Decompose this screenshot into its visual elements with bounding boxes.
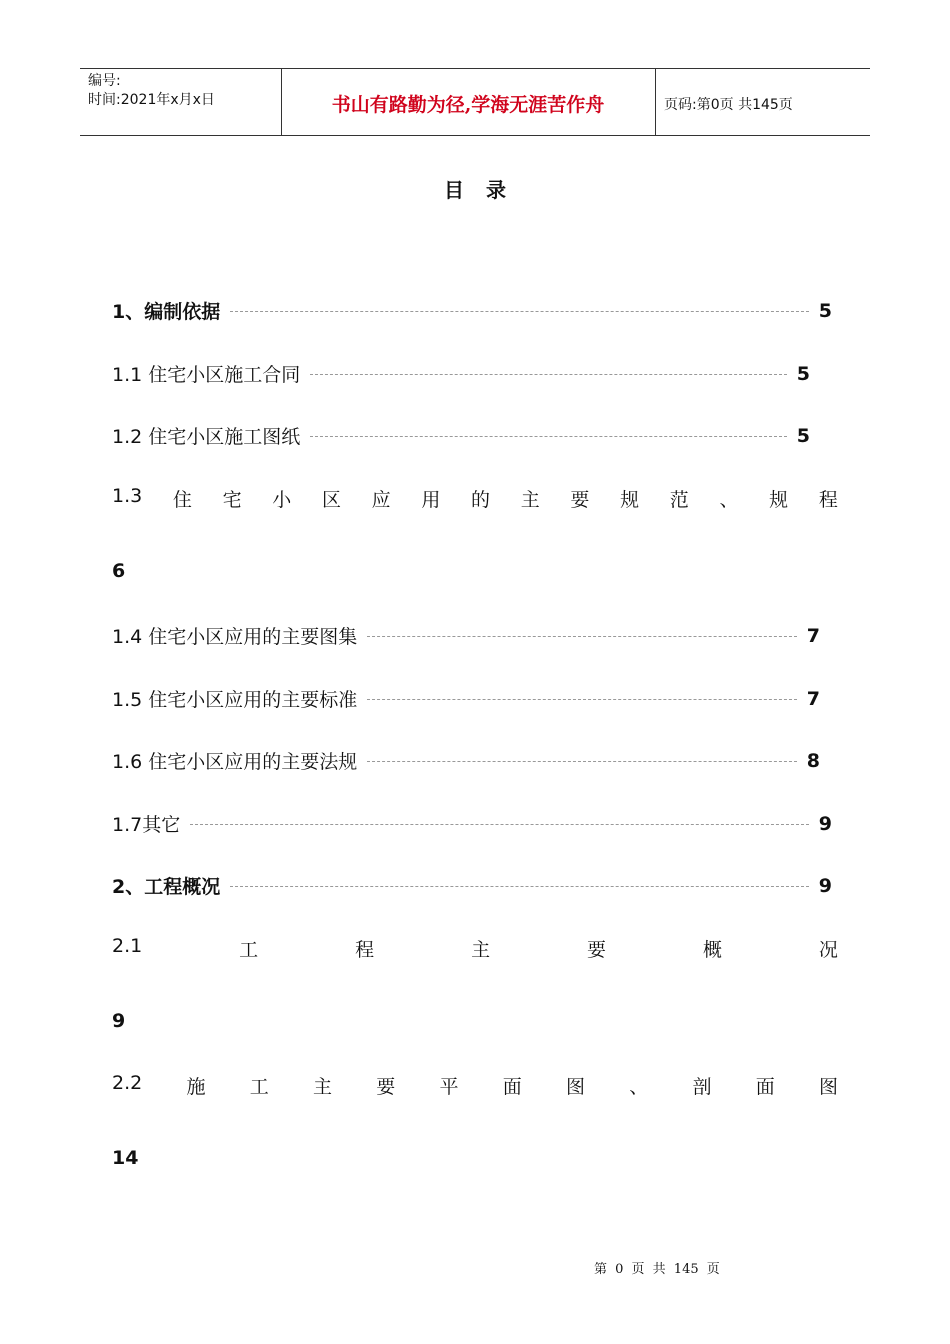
toc-entry-part: 要 [587, 939, 607, 961]
toc-entry-part: 应 [371, 489, 391, 511]
header-bottom-rule [80, 135, 870, 136]
header-motto: 书山有路勤为径,学海无涯苦作舟 [331, 94, 605, 116]
toc-entry-part: 的 [471, 489, 491, 511]
toc-entry-page: 5 [796, 424, 810, 447]
toc-entry-page: 7 [806, 624, 820, 647]
toc-entry-part: 主 [520, 489, 540, 511]
toc-entry-text: 1、编制依据 [112, 301, 221, 323]
toc-leader [310, 374, 787, 375]
header-page-info: 页码:第0页 共145页 [664, 97, 793, 113]
header-divider-2 [655, 68, 656, 135]
toc-entry[interactable] [112, 810, 832, 837]
toc-entry-part: 程 [818, 489, 838, 511]
toc-entry-part: 况 [818, 939, 838, 961]
toc-entry[interactable] [112, 297, 832, 324]
toc-entry-part: 规 [769, 489, 789, 511]
toc-title: 目录 [444, 178, 528, 202]
toc-entry-text: 1.7其它 [112, 814, 181, 836]
toc-entry-page: 14 [112, 1147, 139, 1169]
toc-entry[interactable] [112, 747, 820, 774]
toc-entry-part: 小 [272, 489, 292, 511]
toc-entry-part: 程 [355, 939, 375, 961]
toc-leader [367, 699, 797, 700]
toc-entry-part: 住 [172, 489, 192, 511]
header-top-rule [80, 68, 870, 69]
toc-entry-part: 平 [439, 1076, 459, 1098]
toc-entry-part: 2.1 [112, 935, 143, 957]
toc-entry-page: 6 [112, 560, 126, 582]
toc-entry-text: 1.1 住宅小区施工合同 [112, 364, 301, 386]
toc-leader [190, 824, 809, 825]
time-label: 时间:2021年x月x日 [88, 92, 215, 108]
toc-entry-part: 剖 [692, 1076, 712, 1098]
toc-entry-spread[interactable] [112, 1072, 838, 1099]
toc-entry[interactable] [112, 872, 832, 899]
toc-entry[interactable] [112, 622, 820, 649]
toc-entry-part: 主 [471, 939, 491, 961]
toc-entry-text: 2、工程概况 [112, 876, 221, 898]
toc-leader [310, 436, 787, 437]
toc-entry-part: 1.3 [112, 485, 143, 507]
toc-entry-page: 5 [796, 362, 810, 385]
toc-leader [230, 311, 809, 312]
toc-entry-part: 施 [186, 1076, 206, 1098]
toc-entry-part: 概 [702, 939, 722, 961]
toc-entry-text: 1.2 住宅小区施工图纸 [112, 426, 301, 448]
toc-entry-part: 、 [629, 1076, 649, 1098]
toc-entry-part: 宅 [222, 489, 242, 511]
toc-entry-part: 面 [502, 1076, 522, 1098]
toc-entry-page: 7 [806, 687, 820, 710]
toc-entry-spread[interactable] [112, 485, 838, 512]
toc-entry-page: 5 [818, 299, 832, 322]
toc-entry-part: 图 [565, 1076, 585, 1098]
toc-entry-text: 1.6 住宅小区应用的主要法规 [112, 751, 358, 773]
number-label: 编号: [88, 73, 121, 89]
toc-entry-text: 1.5 住宅小区应用的主要标准 [112, 689, 358, 711]
toc-leader [230, 886, 809, 887]
page-footer: 第 0 页 共 145 页 [594, 1262, 720, 1277]
toc-entry-page: 9 [818, 874, 832, 897]
toc-entry-part: 2.2 [112, 1072, 143, 1094]
toc-entry[interactable] [112, 685, 820, 712]
toc-entry-part: 要 [376, 1076, 396, 1098]
toc-entry-part: 图 [818, 1076, 838, 1098]
toc-leader [367, 761, 797, 762]
toc-entry-text: 1.4 住宅小区应用的主要图集 [112, 626, 358, 648]
toc-leader [367, 636, 797, 637]
toc-entry-part: 主 [312, 1076, 332, 1098]
toc-entry-part: 工 [239, 939, 259, 961]
header-left [88, 72, 215, 110]
toc-entry-part: 、 [719, 489, 739, 511]
toc-entry-part: 区 [321, 489, 341, 511]
toc-entry[interactable] [112, 360, 810, 387]
toc-entry-part: 规 [620, 489, 640, 511]
toc-entry-spread[interactable] [112, 935, 838, 962]
toc-entry-page: 8 [806, 749, 820, 772]
toc-entry-part: 用 [421, 489, 441, 511]
toc-entry-part: 工 [249, 1076, 269, 1098]
toc-entry-page: 9 [818, 812, 832, 835]
toc-entry-part: 面 [755, 1076, 775, 1098]
toc-entry[interactable] [112, 422, 810, 449]
toc-entry-page: 9 [112, 1010, 126, 1032]
toc-entry-part: 范 [669, 489, 689, 511]
toc-entry-part: 要 [570, 489, 590, 511]
